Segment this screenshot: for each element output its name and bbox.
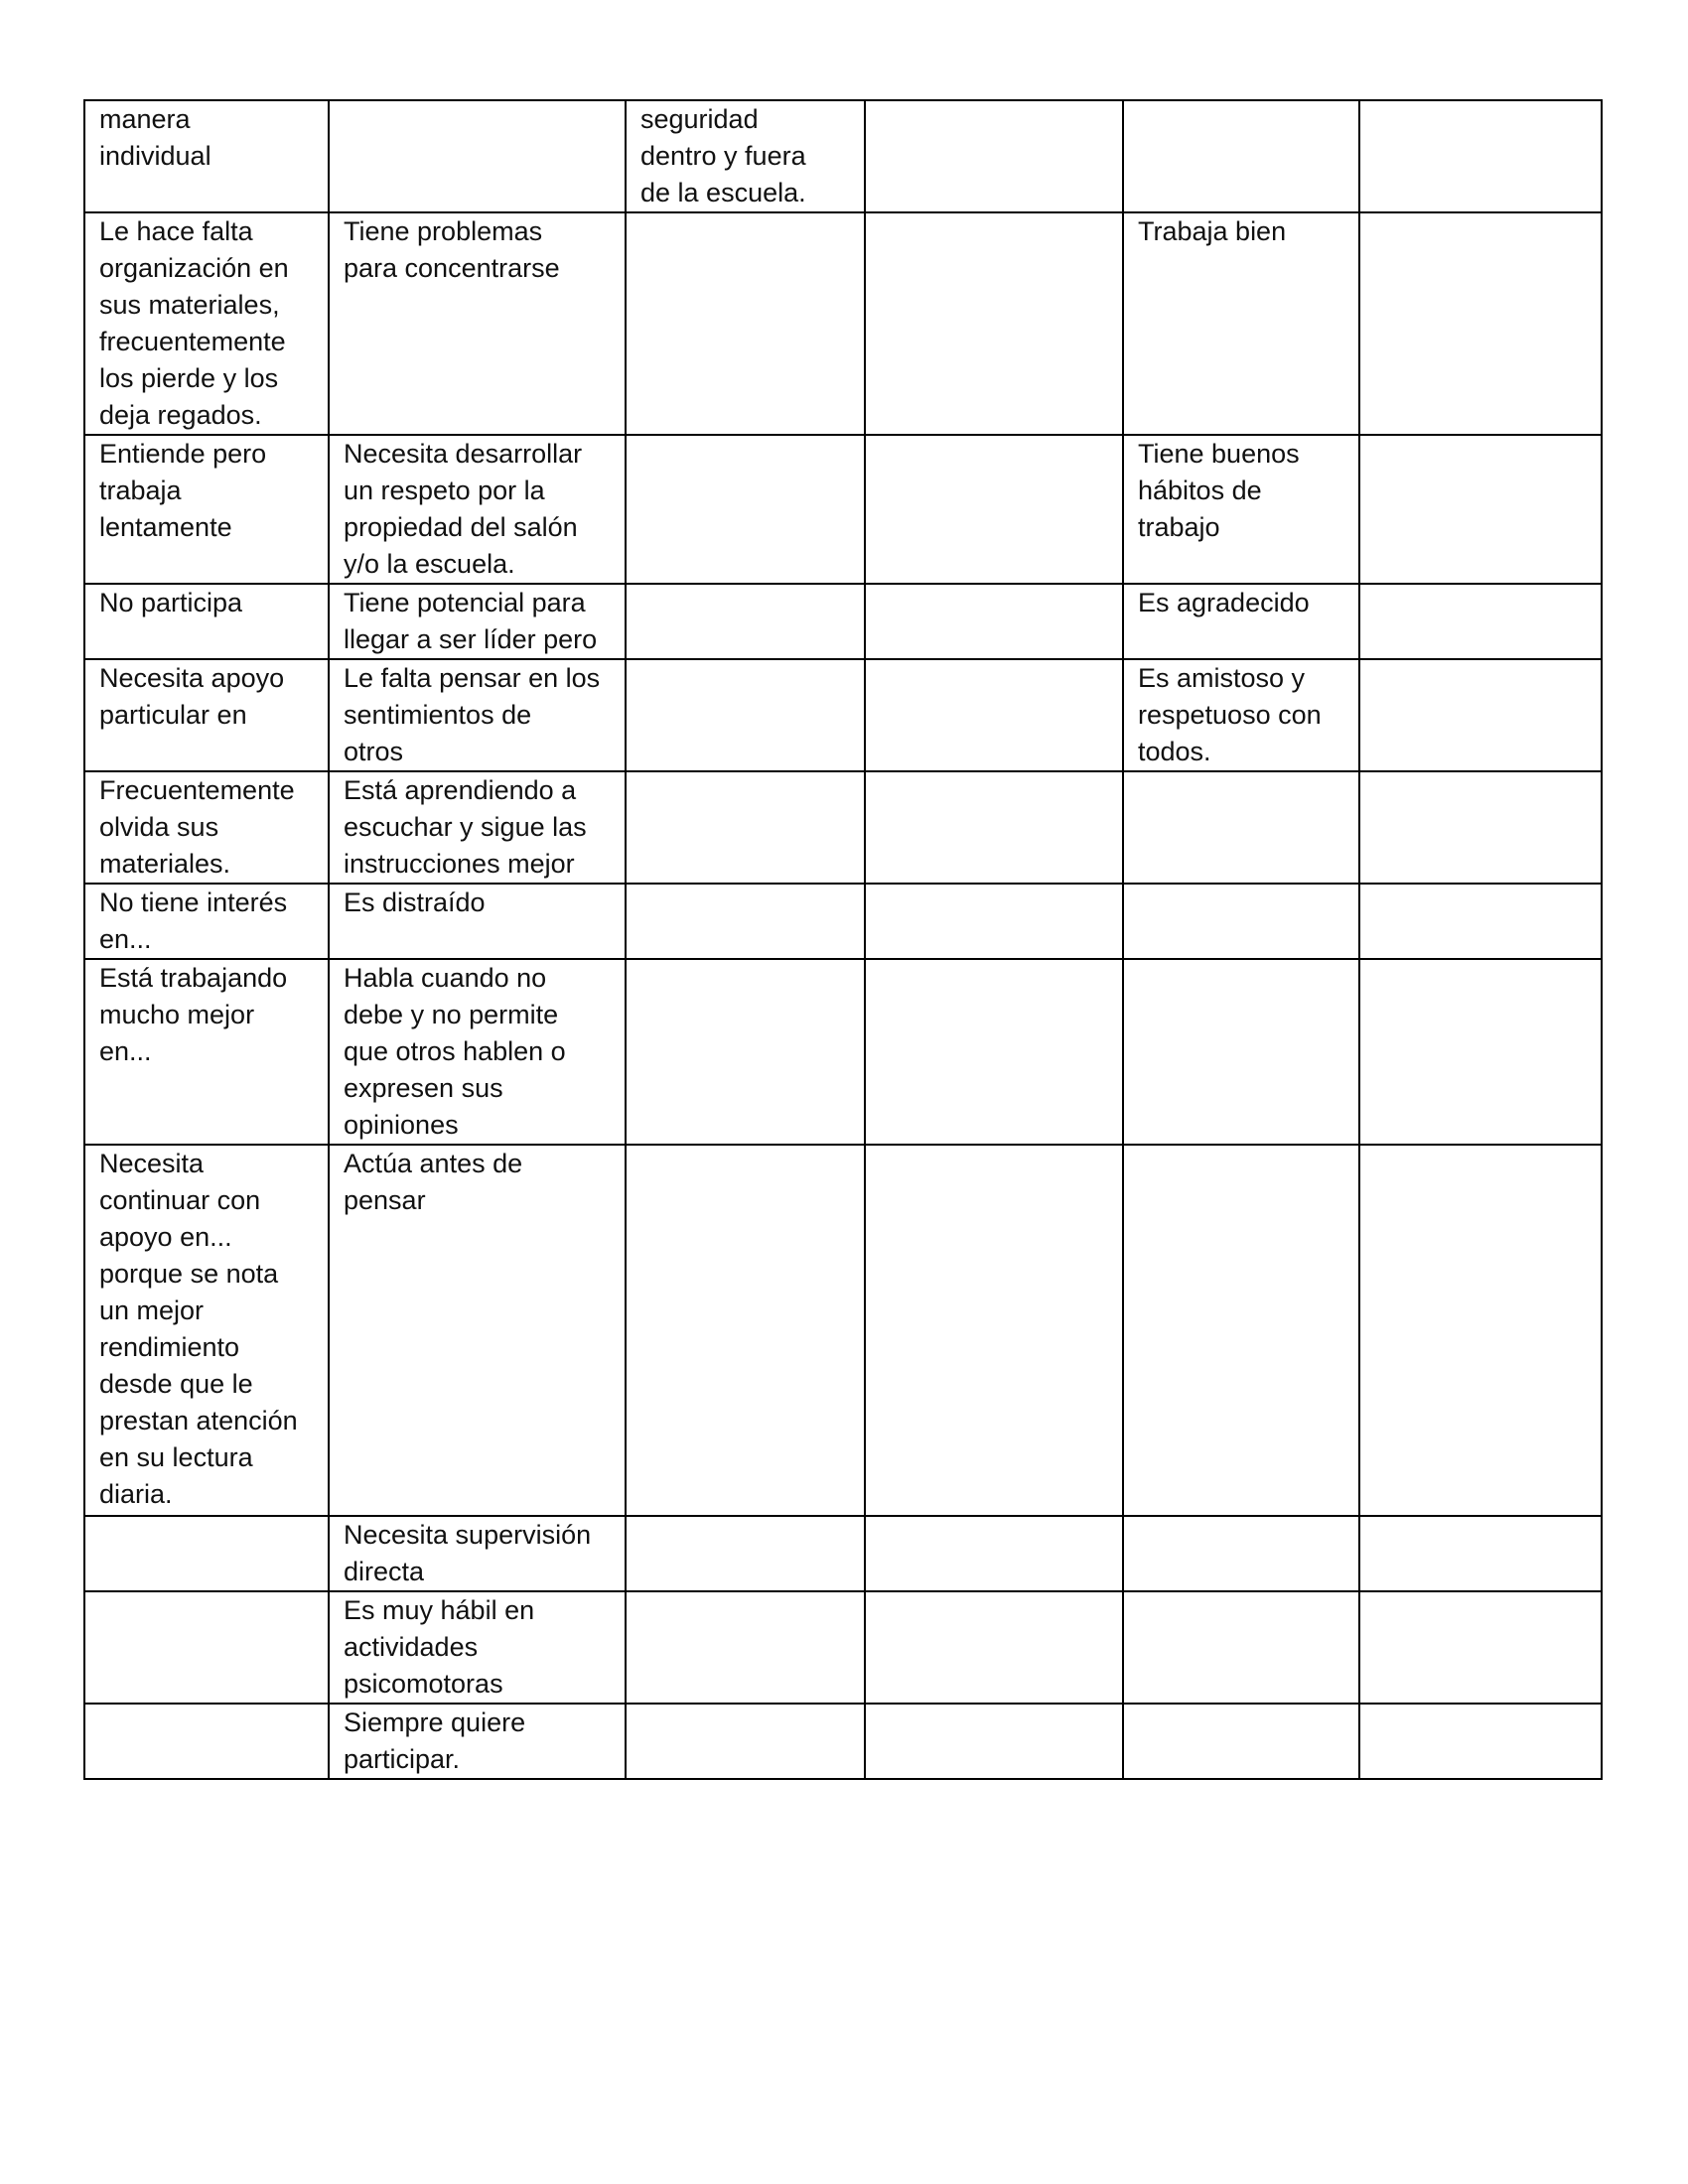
- table-row: [84, 1516, 1602, 1591]
- table-cell: [626, 100, 865, 212]
- cell-text: Tiene potencial para llegar a ser líder pero: [344, 588, 598, 654]
- cell-text: Siempre quiere participar.: [344, 1707, 526, 1774]
- table-row: [84, 1591, 1602, 1704]
- table-cell: [84, 100, 329, 212]
- cell-text: Es agradecido: [1138, 588, 1310, 617]
- cell-text: Es muy hábil en actividades psicomotoras: [344, 1595, 535, 1699]
- table-row: [84, 884, 1602, 959]
- table-cell: [84, 1704, 329, 1779]
- cell-text: Es distraído: [344, 887, 486, 917]
- table-cell: [329, 584, 626, 659]
- cell-text: Necesita continuar con apoyo en... porque se nota un mejor rendimiento desde que le prestan atención en su lectura diaria.: [99, 1149, 298, 1509]
- table-cell: [626, 212, 865, 435]
- table-cell: [626, 1591, 865, 1704]
- cell-text: Actúa antes de pensar: [344, 1149, 523, 1215]
- table-cell: [626, 884, 865, 959]
- table-cell: [84, 584, 329, 659]
- cell-text: No tiene interés en...: [99, 887, 288, 954]
- table-cell: [329, 1145, 626, 1516]
- cell-text: Necesita desarrollar un respeto por la propiedad del salón y/o la escuela.: [344, 439, 583, 579]
- table-cell: [865, 1591, 1123, 1704]
- cell-text: Es amistoso y respetuoso con todos.: [1138, 663, 1322, 766]
- table-cell: [1123, 1704, 1359, 1779]
- table-cell: [84, 1516, 329, 1591]
- table-cell: [626, 1704, 865, 1779]
- cell-text: No participa: [99, 588, 243, 617]
- cell-text: Habla cuando no debe y no permite que otros hablen o expresen sus opiniones: [344, 963, 566, 1140]
- table-cell: [1359, 659, 1602, 771]
- table-cell: [329, 959, 626, 1145]
- table-cell: [84, 435, 329, 584]
- table-cell: [1359, 1516, 1602, 1591]
- table-cell: [84, 884, 329, 959]
- table-cell: [1123, 212, 1359, 435]
- table-cell: [84, 771, 329, 884]
- table-cell: [329, 884, 626, 959]
- table-cell: [84, 212, 329, 435]
- table-cell: [865, 1704, 1123, 1779]
- table-cell: [865, 100, 1123, 212]
- cell-text: Tiene buenos hábitos de trabajo: [1138, 439, 1300, 542]
- table-cell: [865, 884, 1123, 959]
- table-cell: [1123, 1591, 1359, 1704]
- table-cell: [329, 435, 626, 584]
- table-cell: [865, 1516, 1123, 1591]
- table-row: [84, 1704, 1602, 1779]
- comments-table: [83, 99, 1603, 1780]
- table-cell: [626, 584, 865, 659]
- table-row: [84, 212, 1602, 435]
- cell-text: Frecuentemente olvida sus materiales.: [99, 775, 295, 879]
- table-cell: [329, 1704, 626, 1779]
- table-cell: [84, 1145, 329, 1516]
- cell-text: Le falta pensar en los sentimientos de otros: [344, 663, 601, 766]
- table-cell: [626, 771, 865, 884]
- table-cell: [1359, 1591, 1602, 1704]
- table-cell: [1359, 959, 1602, 1145]
- table-row: [84, 435, 1602, 584]
- table-cell: [1359, 771, 1602, 884]
- table-cell: [626, 959, 865, 1145]
- table-cell: [1359, 1145, 1602, 1516]
- table-cell: [1123, 584, 1359, 659]
- table-cell: [329, 100, 626, 212]
- table-cell: [1123, 1145, 1359, 1516]
- table-cell: [1123, 959, 1359, 1145]
- table-cell: [329, 771, 626, 884]
- table-cell: [1123, 659, 1359, 771]
- cell-text: seguridad dentro y fuera de la escuela.: [640, 104, 806, 207]
- table-cell: [1123, 884, 1359, 959]
- table-cell: [865, 212, 1123, 435]
- table-cell: [1359, 584, 1602, 659]
- cell-text: Entiende pero trabaja lentamente: [99, 439, 267, 542]
- table-cell: [329, 659, 626, 771]
- table-cell: [626, 1145, 865, 1516]
- cell-text: Tiene problemas para concentrarse: [344, 216, 560, 283]
- cell-text: Trabaja bien: [1138, 216, 1287, 246]
- table-cell: [865, 584, 1123, 659]
- cell-text: Está aprendiendo a escuchar y sigue las instrucciones mejor: [344, 775, 587, 879]
- table-cell: [1359, 435, 1602, 584]
- table-cell: [329, 1591, 626, 1704]
- table-cell: [865, 435, 1123, 584]
- table-row: [84, 1145, 1602, 1516]
- table-row: [84, 100, 1602, 212]
- table-cell: [1123, 1516, 1359, 1591]
- cell-text: Necesita apoyo particular en: [99, 663, 285, 730]
- table-row: [84, 771, 1602, 884]
- table-cell: [626, 435, 865, 584]
- table-row: [84, 959, 1602, 1145]
- table-row: [84, 584, 1602, 659]
- table-cell: [1123, 100, 1359, 212]
- cell-text: manera individual: [99, 104, 211, 171]
- table-cell: [1359, 100, 1602, 212]
- table-cell: [84, 959, 329, 1145]
- table-cell: [626, 659, 865, 771]
- cell-text: Está trabajando mucho mejor en...: [99, 963, 288, 1066]
- table-cell: [84, 1591, 329, 1704]
- table-cell: [865, 1145, 1123, 1516]
- table-cell: [865, 659, 1123, 771]
- cell-text: Le hace falta organización en sus materiales, frecuentemente los pierde y los deja regados.: [99, 216, 289, 430]
- table-cell: [1359, 1704, 1602, 1779]
- table-row: [84, 659, 1602, 771]
- table-cell: [865, 959, 1123, 1145]
- table-cell: [1123, 435, 1359, 584]
- table-cell: [329, 1516, 626, 1591]
- table-cell: [865, 771, 1123, 884]
- table-cell: [1359, 884, 1602, 959]
- table-cell: [1123, 771, 1359, 884]
- table-cell: [1359, 212, 1602, 435]
- table-cell: [626, 1516, 865, 1591]
- cell-text: Necesita supervisión directa: [344, 1520, 592, 1586]
- table-cell: [329, 212, 626, 435]
- table-cell: [84, 659, 329, 771]
